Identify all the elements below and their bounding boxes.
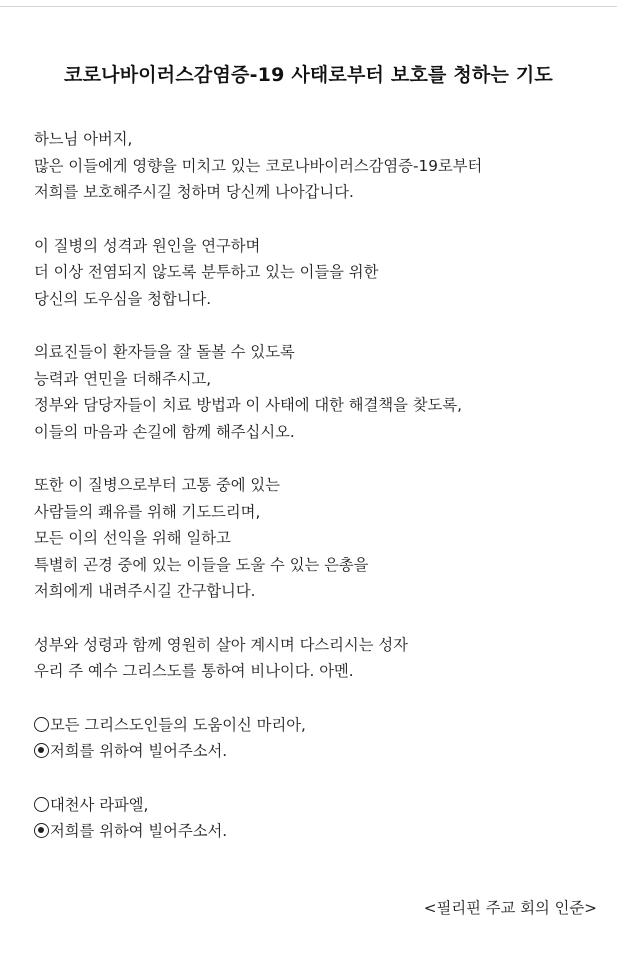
text-line: 저희를 보호해주시길 청하며 당신께 나아갑니다.: [34, 183, 354, 201]
litany-response-text: 저희를 위하여 빌어주소서.: [50, 742, 228, 760]
filled-circle-icon: [34, 823, 49, 838]
text-line: 당신의 도우심을 청합니다.: [34, 289, 212, 308]
paragraph-healing: [34, 472, 594, 605]
paragraph-opening: [34, 126, 594, 206]
text-line: 많은 이들에게 영향을 미치고 있는 코로나바이러스감염증-19로부터: [34, 156, 483, 175]
approval-source: <필리핀 주교 회의 인준>: [423, 899, 597, 917]
litany-call-text: 대천사 라파엘,: [50, 795, 149, 814]
open-circle-icon: [34, 717, 49, 732]
prayer-body: [34, 126, 594, 872]
text-line: 의료진들이 환자들을 잘 돌볼 수 있도록: [34, 343, 295, 361]
text-line: 우리 주 예수 그리스도를 통하여 비나이다. 아멘.: [34, 662, 354, 680]
text-line: 또한 이 질병으로부터 고통 중에 있는: [34, 476, 280, 494]
document-title: 코로나바이러스감염증-19 사태로부터 보호를 청하는 기도: [64, 64, 553, 86]
litany-call: [34, 792, 594, 819]
text-line: 이들의 마음과 손길에 함께 해주십시오.: [34, 422, 295, 441]
litany-call: [34, 712, 594, 739]
text-line: 성부와 성령과 함께 영원히 살아 계시며 다스리시는 성자: [34, 635, 408, 654]
paragraph-research: [34, 233, 594, 313]
litany-response: [34, 738, 594, 765]
text-line: 정부와 담당자들이 치료 방법과 이 사태에 대한 해결책을 찾도록,: [34, 396, 462, 414]
text-line: 사람들의 쾌유를 위해 기도드리며,: [34, 502, 261, 521]
text-line: 더 이상 전염되지 않도록 분투하고 있는 이들을 위한: [34, 263, 379, 281]
top-divider: [0, 6, 617, 7]
litany-response-text: 저희를 위하여 빌어주소서.: [50, 822, 228, 840]
open-circle-icon: [34, 797, 49, 812]
litany-raphael: [34, 792, 594, 845]
text-line: 저희에게 내려주시길 간구합니다.: [34, 582, 256, 600]
litany-call-text: 모든 그리스도인들의 도움이신 마리아,: [50, 715, 306, 734]
text-line: 특별히 곤경 중에 있는 이들을 도울 수 있는 은총을: [34, 555, 369, 574]
text-line: 능력과 연민을 더해주시고,: [34, 369, 212, 388]
filled-circle-icon: [34, 743, 49, 758]
litany-response: [34, 818, 594, 845]
litany-mary: [34, 712, 594, 765]
text-line: 모든 이의 선익을 위해 일하고: [34, 529, 231, 547]
text-line: 이 질병의 성격과 원인을 연구하며: [34, 236, 261, 255]
paragraph-medical-staff: [34, 339, 594, 445]
text-line: 하느님 아버지,: [34, 130, 133, 148]
paragraph-doxology: [34, 632, 594, 685]
